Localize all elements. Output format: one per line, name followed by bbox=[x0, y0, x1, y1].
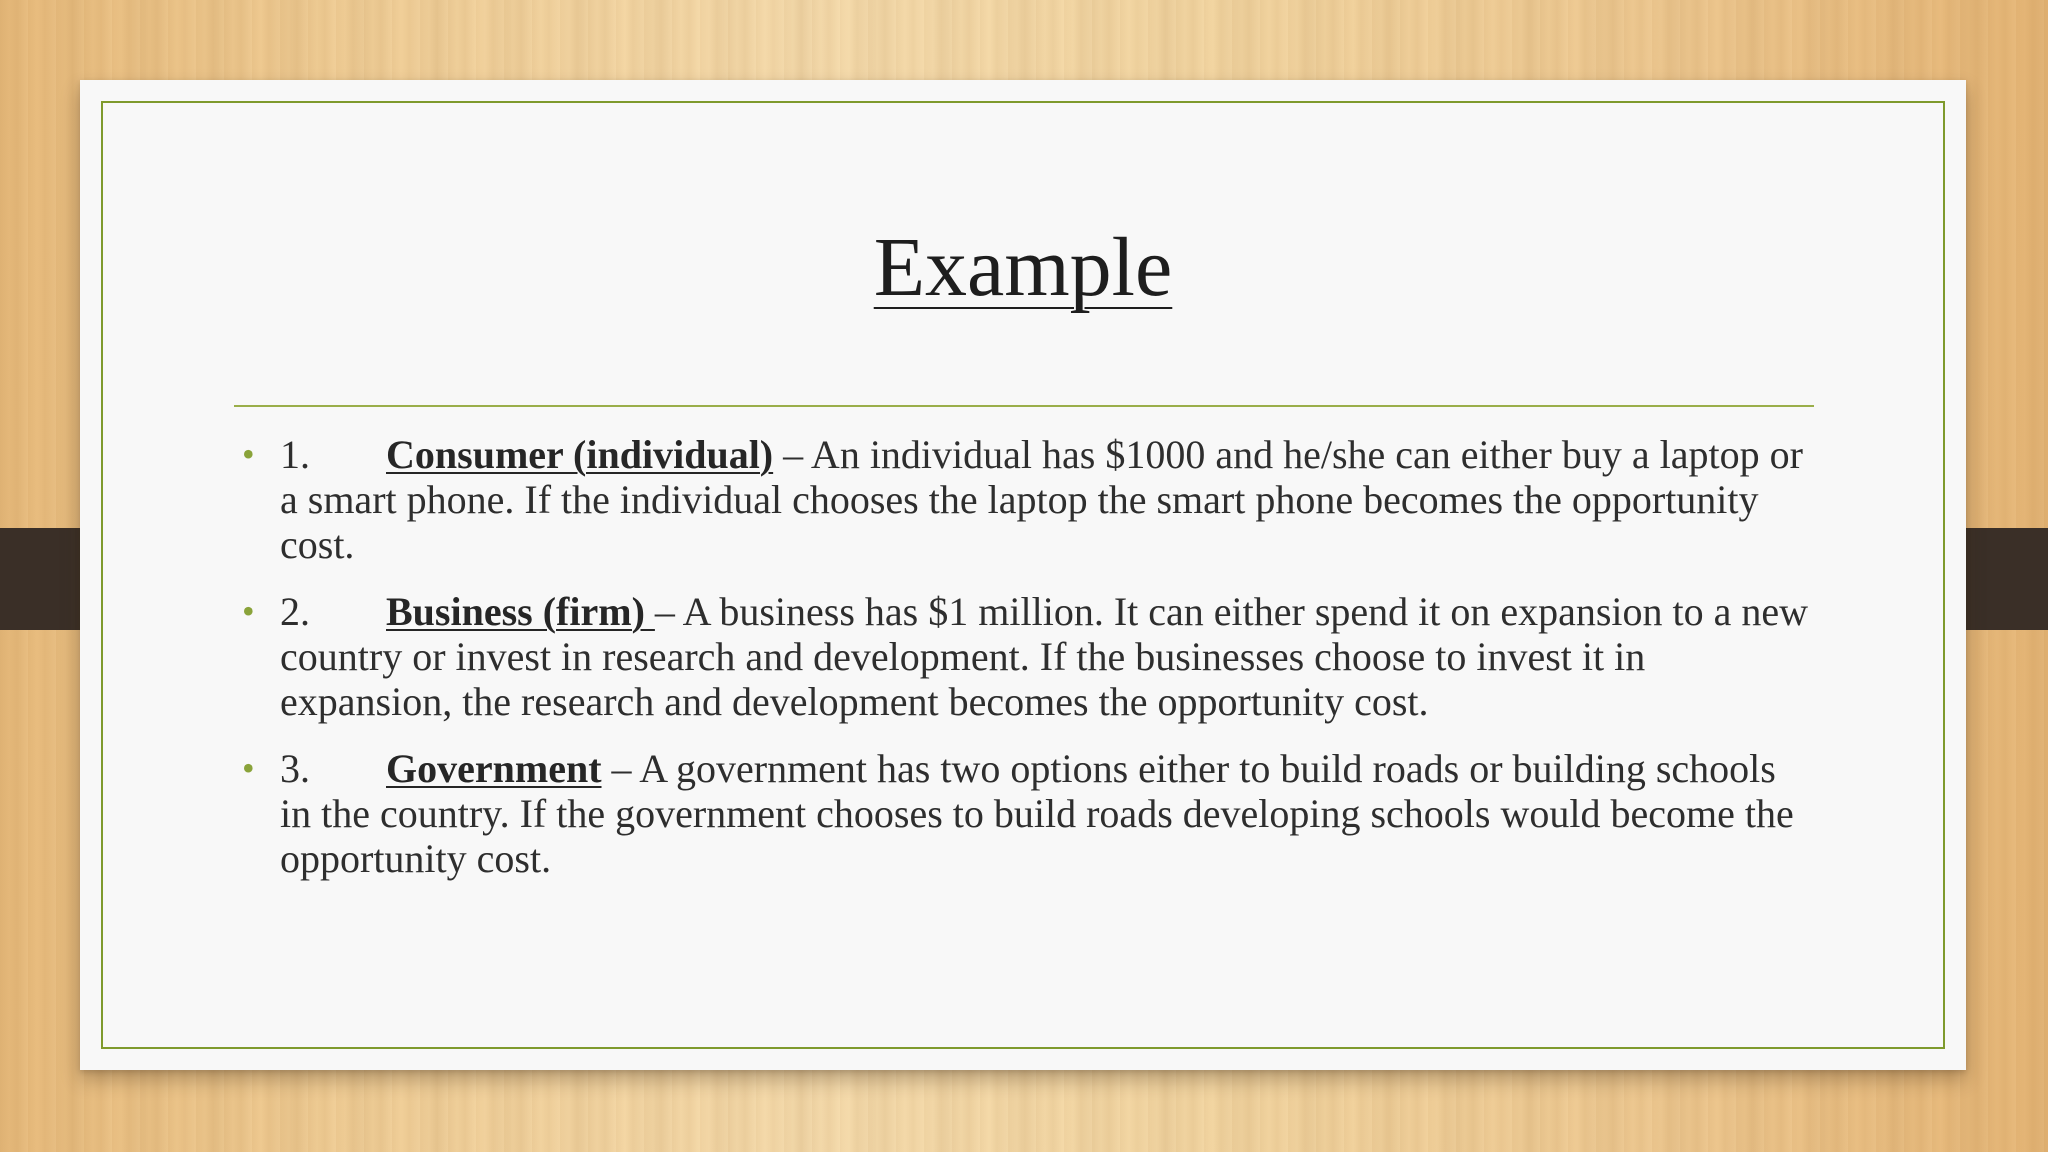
list-item bbox=[234, 746, 1814, 881]
slide-title-text: Example bbox=[873, 221, 1173, 314]
bullet-dot-icon: • bbox=[242, 748, 255, 788]
slide-card bbox=[80, 80, 1966, 1070]
item-term: Business (firm) bbox=[386, 589, 655, 634]
item-number: 3. bbox=[280, 746, 310, 791]
item-text: – A business has $1 million. It can either spend it on expansion to a new country or invest in research and development. If the businesses choose to invest it in expansion, the research and development becomes the opportunity cost. bbox=[280, 589, 1809, 724]
item-term: Consumer (individual) bbox=[386, 432, 774, 477]
title-divider bbox=[234, 405, 1814, 407]
list-item bbox=[234, 589, 1814, 724]
item-text: – An individual has $1000 and he/she can either buy a laptop or a smart phone. If the individual chooses the laptop the smart phone becomes the opportunity cost. bbox=[280, 432, 1803, 567]
list-item bbox=[234, 432, 1814, 567]
item-number: 2. bbox=[280, 589, 310, 634]
item-text: – A government has two options either to build roads or building schools in the country. If the government chooses to build roads developing schools would become the opportunity cost. bbox=[280, 746, 1794, 881]
item-term: Government bbox=[386, 746, 602, 791]
bullet-dot-icon: • bbox=[242, 591, 255, 631]
bullet-list bbox=[234, 432, 1814, 903]
item-number: 1. bbox=[280, 432, 310, 477]
bullet-dot-icon: • bbox=[242, 434, 255, 474]
slide-title bbox=[80, 221, 1966, 314]
